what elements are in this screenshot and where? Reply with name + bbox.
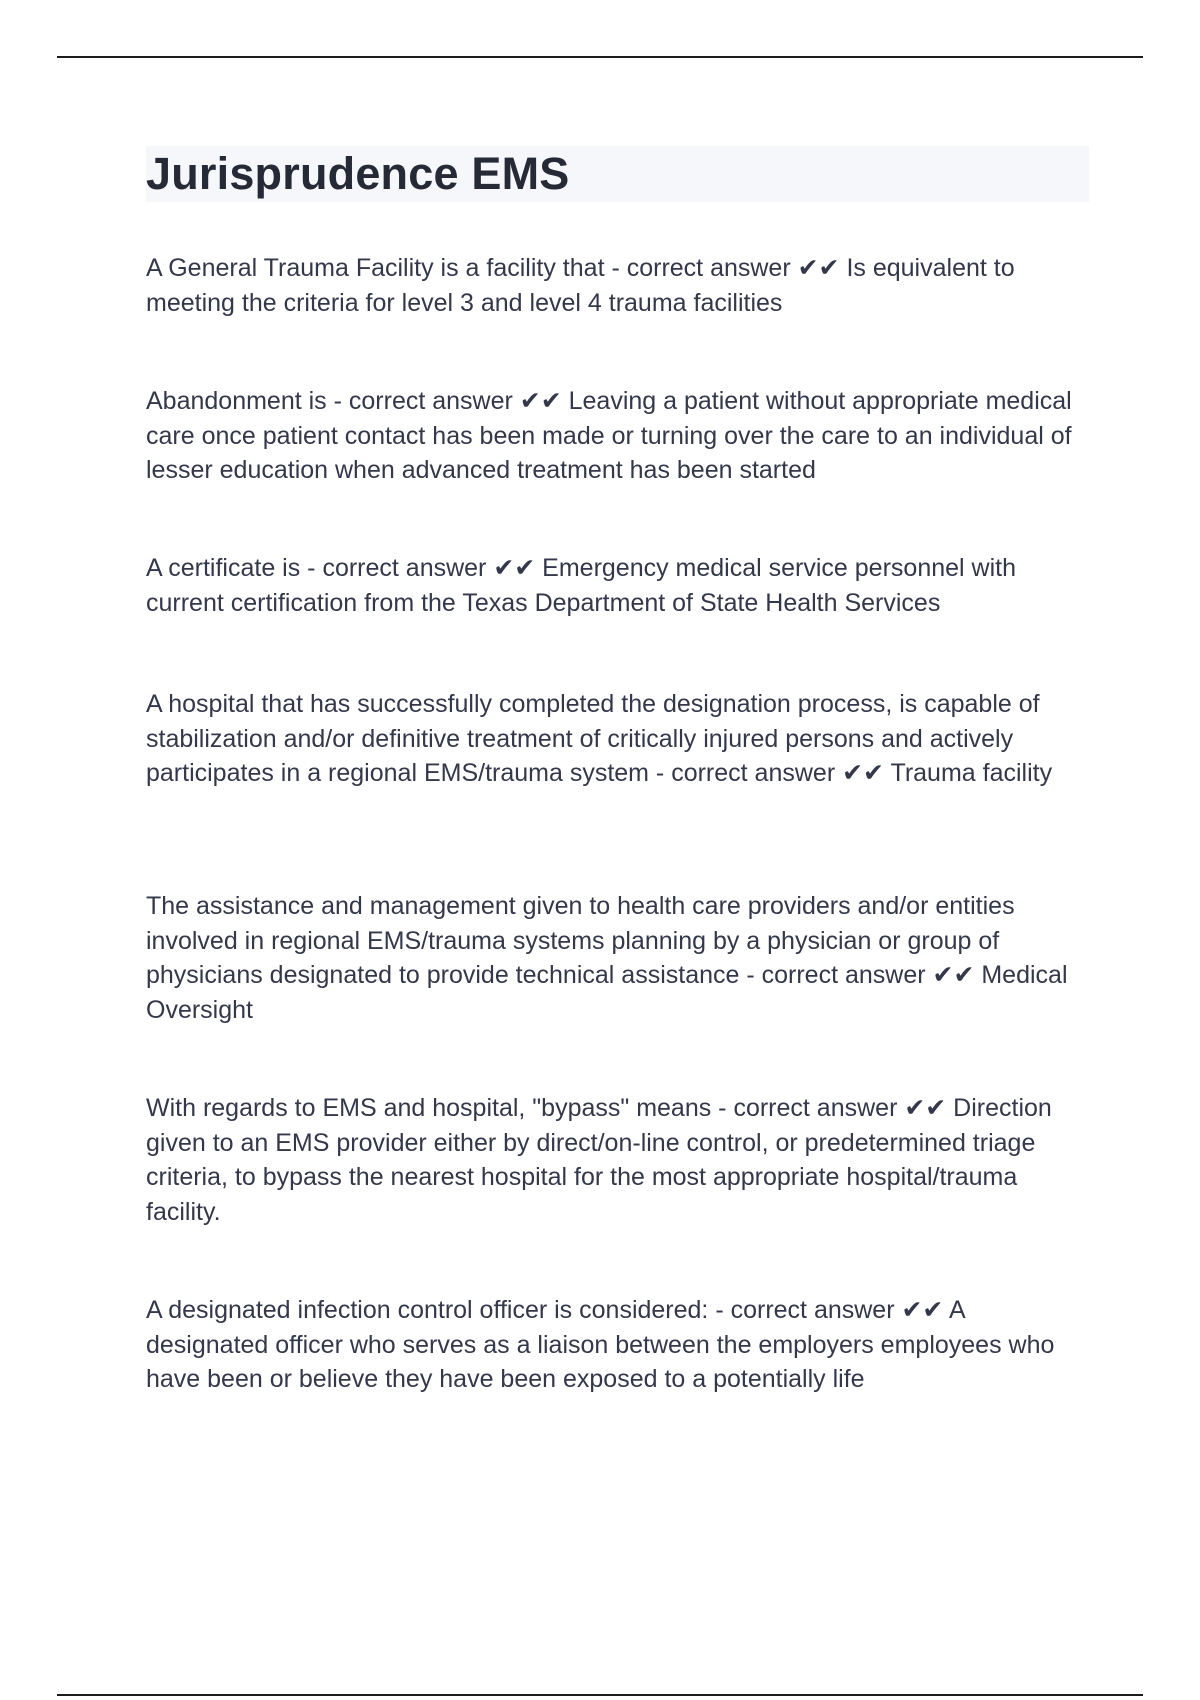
qa-item: A hospital that has successfully completed the designation process, is capable of stabilization and/or definitive treatment of critically injured persons and actively participates in a regional EMS/trauma system - correct answer ✔✔ Trauma facility bbox=[146, 690, 1053, 787]
qa-item: Abandonment is - correct answer ✔✔ Leaving a patient without appropriate medical care once patient contact has been made or turning over the care to an individual of lesser education when advanced treatment has been started bbox=[146, 387, 1072, 484]
qa-item: With regards to EMS and hospital, "bypass" means - correct answer ✔✔ Direction given to an EMS provider either by direct/on-line control, or predetermined triage criteria, to bypass the nearest hospital for the most appropriate hospital/trauma facility. bbox=[146, 1094, 1052, 1226]
qa-item: A certificate is - correct answer ✔✔ Emergency medical service personnel with current certification from the Texas Department of State Health Services bbox=[146, 554, 1016, 617]
qa-item: The assistance and management given to health care providers and/or entities involved in regional EMS/trauma systems planning by a physician or group of physicians designated to provide technical assistance - correct answer ✔✔ Medical Oversight bbox=[146, 892, 1068, 1024]
document-title: Jurisprudence EMS bbox=[146, 148, 570, 199]
qa-item: A designated infection control officer is considered: - correct answer ✔✔ A designated officer who serves as a liaison between the employers employees who have been or believe they have been exposed to a potentially life bbox=[146, 1296, 1055, 1393]
qa-item: A General Trauma Facility is a facility that - correct answer ✔✔ Is equivalent to meeting the criteria for level 3 and level 4 trauma facilities bbox=[146, 254, 1015, 317]
top-divider bbox=[57, 56, 1143, 58]
bottom-divider bbox=[57, 1694, 1143, 1696]
